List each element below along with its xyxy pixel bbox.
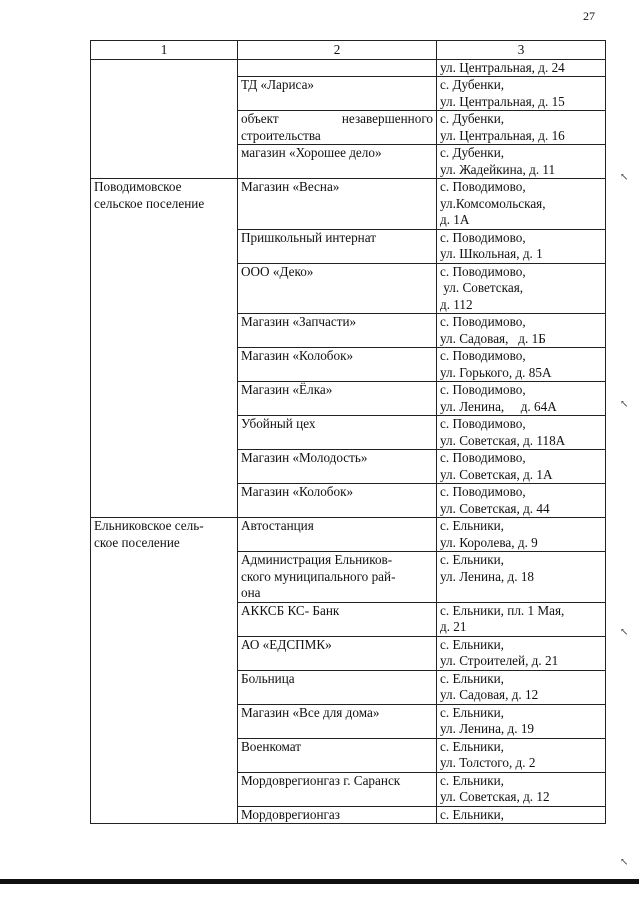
address-line: ул. Строителей, д. 21 — [440, 653, 559, 668]
address-cell — [437, 77, 606, 111]
address-line: ул. Школьная, д. 1 — [440, 246, 543, 261]
object-line: Магазин «Колобок» — [241, 484, 354, 499]
header-cell-3: 3 — [437, 41, 606, 60]
object-line: Больница — [241, 670, 295, 686]
address-cell — [437, 59, 606, 77]
object-cell — [238, 382, 437, 416]
scan-mark: ↖ — [620, 627, 629, 638]
address-cell — [437, 670, 606, 704]
page-number: 27 — [583, 9, 595, 23]
address-line: ул. Советская, д. 1А — [440, 466, 553, 482]
address-line: с. Поводимово, — [440, 450, 526, 465]
object-line: Пришкольный интернат — [241, 229, 377, 245]
address-line: с. Ельники, — [440, 738, 504, 754]
object-line: Военкомат — [241, 738, 302, 754]
address-line: с. Поводимово, — [440, 484, 526, 499]
address-line: с. Ельники, — [440, 704, 504, 720]
header-row — [91, 41, 606, 60]
object-cell — [238, 416, 437, 450]
address-line: ул. Советская, д. 12 — [440, 789, 550, 804]
object-line: Магазин «Весна» — [241, 179, 340, 194]
object-cell — [238, 670, 437, 704]
object-line: Магазин «Колобок» — [241, 348, 354, 363]
object-line: Магазин «Запчасти» — [241, 314, 357, 329]
object-line: Автостанция — [241, 518, 314, 533]
object-cell — [238, 806, 437, 824]
address-line: с. Поводимово, — [440, 263, 526, 279]
address-cell — [437, 382, 606, 416]
address-cell — [437, 738, 606, 772]
address-line: д. 112 — [440, 296, 473, 312]
address-line: ул. Ленина, д. 18 — [440, 568, 535, 584]
object-cell — [238, 484, 437, 518]
address-line: ул. Советская, д. 44 — [440, 500, 550, 516]
address-line: ул. Советская, д. 118А — [440, 432, 566, 448]
object-cell — [238, 602, 437, 636]
address-line: с. Ельники, пл. 1 Мая, — [440, 602, 565, 618]
address-line: ул. Садовая, д. 12 — [440, 687, 539, 702]
object-line: строительства — [241, 127, 321, 143]
object-cell — [238, 314, 437, 348]
address-line: с. Ельники, — [440, 670, 504, 686]
address-line: ул. Советская, — [440, 280, 524, 295]
address-cell — [437, 518, 606, 552]
object-cell — [238, 704, 437, 738]
address-line: с. Поводимово, — [440, 416, 526, 431]
address-line: ул. Горького, д. 85А — [440, 364, 552, 380]
header-cell-2: 2 — [238, 41, 437, 60]
settlement-line: ское поселение — [94, 534, 180, 550]
object-cell — [238, 450, 437, 484]
address-cell — [437, 552, 606, 603]
address-line: ул. Ленина, д. 19 — [440, 721, 535, 736]
settlement-line: сельское поселение — [94, 195, 205, 211]
settlement-cell — [91, 179, 238, 518]
settlement-cell — [91, 518, 238, 824]
address-line: ул. Центральная, д. 24 — [440, 59, 565, 75]
object-line: объект незавершенного — [241, 111, 433, 126]
address-line: с. Дубенки, — [440, 111, 505, 126]
address-line: ул. Толстого, д. 2 — [440, 755, 536, 770]
address-line: ул. Садовая, д. 1Б — [440, 330, 546, 346]
object-cell — [238, 636, 437, 670]
object-line: она — [241, 585, 261, 600]
address-line: с. Поводимово, — [440, 314, 526, 329]
address-cell — [437, 229, 606, 263]
address-line: с. Поводимово, — [440, 179, 526, 194]
settlement-line: Ельниковское сель- — [94, 518, 204, 533]
address-line: ул. Центральная, д. 15 — [440, 93, 565, 109]
object-cell — [238, 179, 437, 230]
object-cell — [238, 348, 437, 382]
object-line: Администрация Ельников- — [241, 552, 393, 567]
address-line: с. Дубенки, — [440, 77, 505, 92]
scan-mark: ↖ — [620, 399, 629, 410]
header-cell-1: 1 — [91, 41, 238, 60]
address-line: с. Ельники, — [440, 552, 504, 567]
address-line: ул. Ленина, д. 64А — [440, 398, 557, 414]
object-line: магазин «Хорошее дело» — [241, 145, 382, 160]
address-cell — [437, 450, 606, 484]
address-cell — [437, 772, 606, 806]
address-line: с. Поводимово, — [440, 348, 526, 363]
address-line: д. 1А — [440, 212, 470, 227]
address-cell — [437, 806, 606, 824]
table-row — [91, 179, 606, 230]
address-line: ул. Центральная, д. 16 — [440, 127, 565, 143]
bottom-rule — [0, 879, 639, 884]
address-cell — [437, 314, 606, 348]
object-line: АО «ЕДСПМК» — [241, 636, 332, 652]
object-line: Магазин «Ёлка» — [241, 382, 333, 397]
address-cell — [437, 636, 606, 670]
object-cell — [238, 77, 437, 111]
table-row — [91, 518, 606, 552]
address-cell — [437, 416, 606, 450]
address-line: ул. Королева, д. 9 — [440, 534, 538, 550]
address-line: с. Дубенки, — [440, 145, 505, 160]
address-cell — [437, 484, 606, 518]
object-line: ТД «Лариса» — [241, 77, 315, 92]
scan-mark: ↖ — [620, 172, 629, 183]
address-cell — [437, 704, 606, 738]
object-cell — [238, 738, 437, 772]
address-cell — [437, 111, 606, 145]
scan-mark: ↖ — [620, 857, 629, 868]
object-cell — [238, 772, 437, 806]
address-line: с. Поводимово, — [440, 382, 526, 397]
address-cell — [437, 348, 606, 382]
address-line: ул. Жадейкина, д. 11 — [440, 161, 556, 177]
address-cell — [437, 263, 606, 314]
address-line: с. Поводимово, — [440, 229, 526, 245]
object-cell — [238, 145, 437, 179]
object-line: Мордоврегионгаз — [241, 806, 340, 822]
object-cell — [238, 552, 437, 603]
object-line: ООО «Деко» — [241, 263, 314, 279]
object-line: АККСБ КС- Банк — [241, 602, 340, 618]
object-line: ского муниципального рай- — [241, 568, 396, 584]
object-cell — [238, 263, 437, 314]
object-line: Магазин «Все для дома» — [241, 704, 380, 720]
address-line: с. Ельники, — [440, 806, 504, 822]
address-line: д. 21 — [440, 619, 467, 634]
objects-table — [90, 40, 606, 824]
address-line: с. Ельники, — [440, 772, 504, 788]
object-line: Мордоврегионгаз г. Саранск — [241, 772, 401, 788]
object-line: Магазин «Молодость» — [241, 450, 368, 465]
address-line: с. Ельники, — [440, 518, 504, 533]
object-cell — [238, 229, 437, 263]
object-cell — [238, 111, 437, 145]
settlement-line: Поводимовское — [94, 179, 182, 194]
object-cell — [238, 59, 437, 77]
address-cell — [437, 602, 606, 636]
object-cell — [238, 518, 437, 552]
table-row — [91, 59, 606, 77]
address-cell — [437, 145, 606, 179]
address-cell — [437, 179, 606, 230]
object-line: Убойный цех — [241, 416, 316, 431]
address-line: с. Ельники, — [440, 636, 504, 652]
settlement-cell — [91, 59, 238, 179]
address-line: ул.Комсомольская, — [440, 195, 546, 211]
